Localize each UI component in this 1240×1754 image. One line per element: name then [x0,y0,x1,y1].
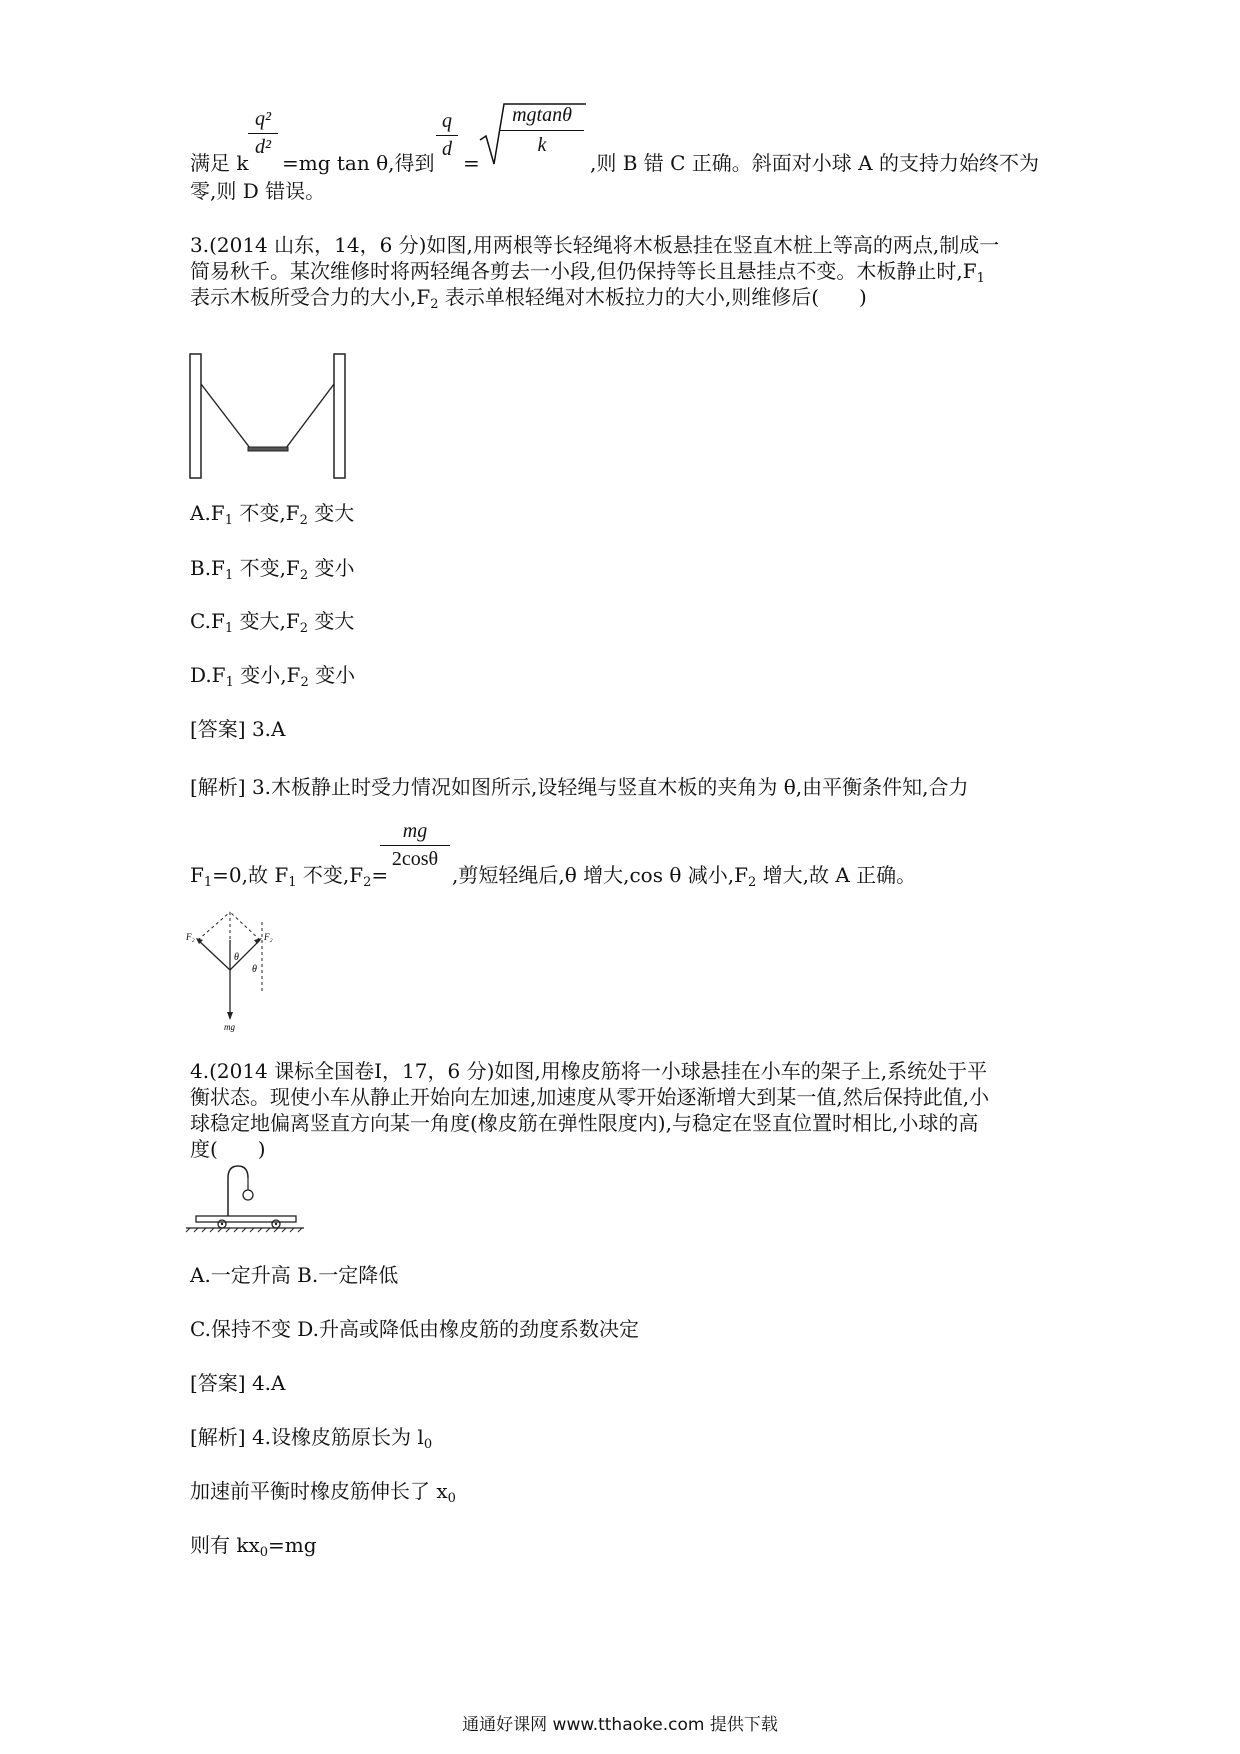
fraction-numerator: q² [255,108,271,130]
sol2-line2: 零,则 D 错误。 [190,179,326,203]
q4-stem-line4: 度( ) [190,1137,266,1161]
q4-options-cd: C.保持不变 D.升高或降低由橡皮筋的劲度系数决定 [190,1317,639,1341]
q3-option-c: $C.F_1$ 变大$,F_2$ 变大 [190,609,355,636]
force-diagram [186,930,276,1030]
q4-stem-line3: 球稳定地偏离竖直方向某一角度(橡皮筋在弹性限度内),与稳定在竖直位置时相比,小球的高 [190,1111,979,1135]
fraction-q2-d2 [248,108,278,159]
q3-analysis-line2-end: ,剪短轻绳后,θ 增大,cos θ 减小$,F_2$ 增大,故 A 正确。 [452,863,917,890]
q4-stem-line1: 4.(2014 课标全国卷Ⅰ，17，6 分)如图,用橡皮筋将一小球悬挂在小车的架子上,系统处于平 [190,1059,988,1083]
q3-option-a: $A.F_1$ 不变$,F_2$ 变大 [190,501,355,528]
q4-answer: [答案] 4.A [190,1371,286,1395]
q3-option-d: $D.F_1$ 变小$,F_2$ 变小 [190,663,356,690]
cart-figure [186,1160,311,1232]
fraction-numerator: mgtanθ [512,104,572,126]
fraction-numerator: q [442,110,452,132]
fraction-sqrt-content [500,104,584,157]
fraction-denominator: d [442,138,452,160]
q3-stem-line3: 表示木板所受合力的大小$,F_2$ 表示单根轻绳对木板拉力的大小,则维修后( ) [190,285,867,312]
q3-analysis-line2-start: $F_1=0$,故 $F_1$ 不变$,F_2=$ [190,863,389,890]
fraction-mg-2costheta [380,820,450,871]
q3-analysis-line1: [解析] 3.木板静止时受力情况如图所示,设轻绳与竖直木板的夹角为 θ,由平衡条件知,合力 [190,775,969,799]
q3-stem-line1: 3.(2014 山东，14，6 分)如图,用两根等长轻绳将木板悬挂在竖直木桩上等高的两点,制成一 [190,233,1000,257]
label-theta-1: θ [234,952,239,963]
page-footer: 通通好课网 www.tthaoke.com 提供下载 [462,1715,778,1735]
swing-figure [188,352,348,482]
q4-analysis-line1: [解析] 4.设橡皮筋原长为 $l_0$ [190,1425,433,1452]
q3-stem-line2: 简易秋千。某次维修时将两轻绳各剪去一小段,但仍保持等长且悬挂点不变。木板静止时$,F_1$ [190,259,985,286]
fraction-denominator: k [537,134,547,156]
sol2-prefix: 满足 k [190,151,249,175]
sol2-mid: =mg tan θ,得到 [282,151,435,175]
label-mg: mg [224,1022,235,1032]
q4-analysis-line2: 加速前平衡时橡皮筋伸长了 $x_0$ [190,1479,456,1506]
sol2-equals: = [463,151,480,175]
fraction-numerator: mg [402,820,428,842]
q4-analysis-line3: 则有 $kx_0=mg$ [190,1533,317,1560]
fraction-denominator: d² [255,136,271,158]
label-f2-right: F₂ [264,932,273,942]
label-theta-2: θ [252,964,257,975]
fraction-denominator: 2cosθ [391,848,439,870]
sol2-suffix: ,则 B 错 C 正确。斜面对小球 A 的支持力始终不为 [590,151,1039,175]
q4-stem-line2: 衡状态。现使小车从静止开始向左加速,加速度从零开始逐渐增大到某一值,然后保持此值,小 [190,1085,990,1109]
fraction-q-d [436,110,458,161]
label-f2-left: F₂ [186,932,195,942]
q4-options-ab: A.一定升高 B.一定降低 [190,1263,399,1287]
q3-answer: [答案] 3.A [190,717,286,741]
q3-option-b: $B.F_1$ 不变$,F_2$ 变小 [190,556,355,583]
